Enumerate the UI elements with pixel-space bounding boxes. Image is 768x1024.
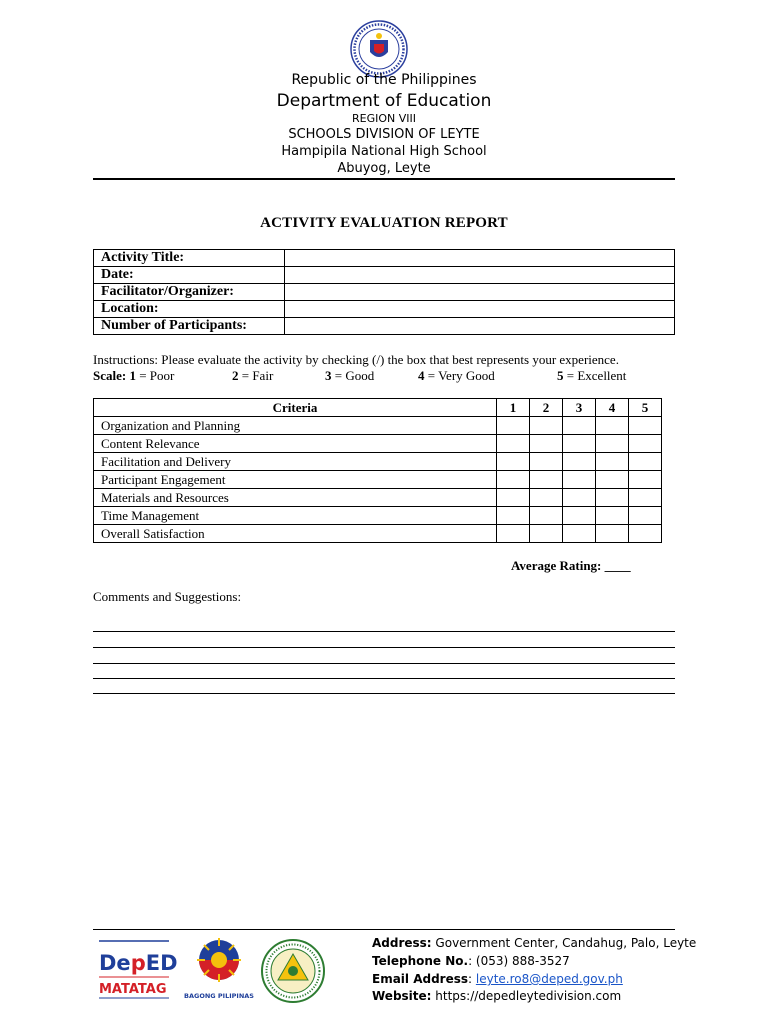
criterion-label: Materials and Resources xyxy=(94,489,497,507)
rating-checkbox[interactable] xyxy=(596,435,629,453)
activity-info-table xyxy=(93,249,675,335)
scale-text: = Poor xyxy=(135,368,175,383)
rating-checkbox[interactable] xyxy=(497,525,530,543)
scale-item: 4 = Very Good xyxy=(418,368,495,383)
instructions-text: Instructions: Please evaluate the activity by checking (/) the box that best represents your experience. xyxy=(93,352,619,367)
rating-checkbox[interactable] xyxy=(629,453,662,471)
field-label: Facilitator/Organizer: xyxy=(94,284,285,301)
rating-checkbox[interactable] xyxy=(596,471,629,489)
rating-checkbox[interactable] xyxy=(530,435,563,453)
average-rating[interactable]: Average Rating: ____ xyxy=(511,558,631,573)
rating-checkbox[interactable] xyxy=(497,435,530,453)
table-row xyxy=(94,417,662,435)
rating-checkbox[interactable] xyxy=(530,471,563,489)
division-label: SCHOOLS DIVISION OF LEYTE xyxy=(288,127,480,142)
criterion-label: Overall Satisfaction xyxy=(94,525,497,543)
rating-checkbox[interactable] xyxy=(629,417,662,435)
svg-text:BAGONG PILIPINAS: BAGONG PILIPINAS xyxy=(184,992,254,1000)
table-row xyxy=(94,453,662,471)
field-label: Location: xyxy=(94,301,285,318)
rating-checkbox[interactable] xyxy=(530,417,563,435)
rating-checkbox[interactable] xyxy=(629,435,662,453)
rating-checkbox[interactable] xyxy=(497,453,530,471)
rating-checkbox[interactable] xyxy=(530,489,563,507)
table-row xyxy=(94,284,675,301)
footer-website: Website: https://depedleytedivision.com xyxy=(372,989,622,1003)
table-row xyxy=(94,267,675,284)
rating-header: 3 xyxy=(563,399,596,417)
rating-header: 5 xyxy=(629,399,662,417)
header-divider xyxy=(93,178,675,180)
footer-email: Email Address: leyte.ro8@deped.gov.ph xyxy=(372,972,623,986)
criterion-label: Content Relevance xyxy=(94,435,497,453)
rating-checkbox[interactable] xyxy=(629,525,662,543)
school-location: Abuyog, Leyte xyxy=(337,161,431,176)
rating-header: 4 xyxy=(596,399,629,417)
comment-line[interactable] xyxy=(93,631,675,632)
criterion-label: Participant Engagement xyxy=(94,471,497,489)
scale-item: 2 = Fair xyxy=(232,368,274,383)
footer-telephone: Telephone No.: (053) 888-3527 xyxy=(372,954,570,968)
rating-header: 2 xyxy=(530,399,563,417)
criterion-label: Organization and Planning xyxy=(94,417,497,435)
criterion-label: Time Management xyxy=(94,507,497,525)
scale-label: Scale: 1 = Poor xyxy=(93,368,175,383)
rating-header: 1 xyxy=(497,399,530,417)
republic-label: Republic of the Philippines xyxy=(291,72,477,88)
rating-checkbox[interactable] xyxy=(596,525,629,543)
table-header-row xyxy=(94,399,662,417)
rating-checkbox[interactable] xyxy=(530,453,563,471)
department-label: Department of Education xyxy=(276,91,492,111)
comment-line[interactable] xyxy=(93,678,675,679)
rating-checkbox[interactable] xyxy=(563,417,596,435)
email-link[interactable]: leyte.ro8@deped.gov.ph xyxy=(475,972,623,986)
rating-checkbox[interactable] xyxy=(596,507,629,525)
table-row xyxy=(94,489,662,507)
location-field[interactable] xyxy=(285,301,675,318)
rating-checkbox[interactable] xyxy=(596,453,629,471)
scale-num: 1 xyxy=(129,368,136,383)
criteria-header: Criteria xyxy=(94,399,497,417)
comment-line[interactable] xyxy=(93,663,675,664)
comment-line[interactable] xyxy=(93,647,675,648)
rating-checkbox[interactable] xyxy=(497,417,530,435)
svg-text:DepED: DepED xyxy=(99,951,178,975)
rating-checkbox[interactable] xyxy=(563,435,596,453)
school-name: Hampipila National High School xyxy=(281,144,487,159)
rating-checkbox[interactable] xyxy=(596,417,629,435)
division-of-leyte-seal xyxy=(260,938,326,1004)
date-field[interactable] xyxy=(285,267,675,284)
deped-matatag-logo xyxy=(97,940,178,1002)
table-row xyxy=(94,435,662,453)
rating-checkbox[interactable] xyxy=(563,489,596,507)
criterion-label: Facilitation and Delivery xyxy=(94,453,497,471)
table-row xyxy=(94,250,675,267)
rating-checkbox[interactable] xyxy=(530,525,563,543)
rating-checkbox[interactable] xyxy=(629,507,662,525)
comments-label: Comments and Suggestions: xyxy=(93,589,242,604)
rating-checkbox[interactable] xyxy=(563,471,596,489)
field-label: Date: xyxy=(94,267,285,284)
rating-checkbox[interactable] xyxy=(629,471,662,489)
table-row xyxy=(94,507,662,525)
comment-line[interactable] xyxy=(93,693,675,694)
rating-checkbox[interactable] xyxy=(563,525,596,543)
rating-checkbox[interactable] xyxy=(530,507,563,525)
rating-checkbox[interactable] xyxy=(497,489,530,507)
footer-address: Address: Government Center, Candahug, Palo, Leyte xyxy=(372,936,697,950)
report-title: ACTIVITY EVALUATION REPORT xyxy=(260,215,508,231)
activity-title-field[interactable] xyxy=(285,250,675,267)
rating-checkbox[interactable] xyxy=(497,471,530,489)
scale-item: 3 = Good xyxy=(325,368,375,383)
table-row xyxy=(94,525,662,543)
table-row xyxy=(94,301,675,318)
rating-checkbox[interactable] xyxy=(563,507,596,525)
facilitator-field[interactable] xyxy=(285,284,675,301)
region-label: REGION VIII xyxy=(351,112,416,125)
table-row xyxy=(94,471,662,489)
field-label: Activity Title: xyxy=(94,250,285,267)
field-label: Number of Participants: xyxy=(94,318,285,335)
svg-text:MATATAG: MATATAG xyxy=(99,982,167,997)
rating-checkbox[interactable] xyxy=(563,453,596,471)
bagong-pilipinas-logo xyxy=(186,934,252,1002)
rating-checkbox[interactable] xyxy=(497,507,530,525)
table-row xyxy=(94,318,675,335)
deped-seal-logo xyxy=(350,20,408,78)
rating-checkbox[interactable] xyxy=(596,489,629,507)
criteria-table xyxy=(93,398,662,543)
scale-item: 5 = Excellent xyxy=(557,368,627,383)
participants-field[interactable] xyxy=(285,318,675,335)
footer-divider xyxy=(93,929,675,930)
rating-checkbox[interactable] xyxy=(629,489,662,507)
